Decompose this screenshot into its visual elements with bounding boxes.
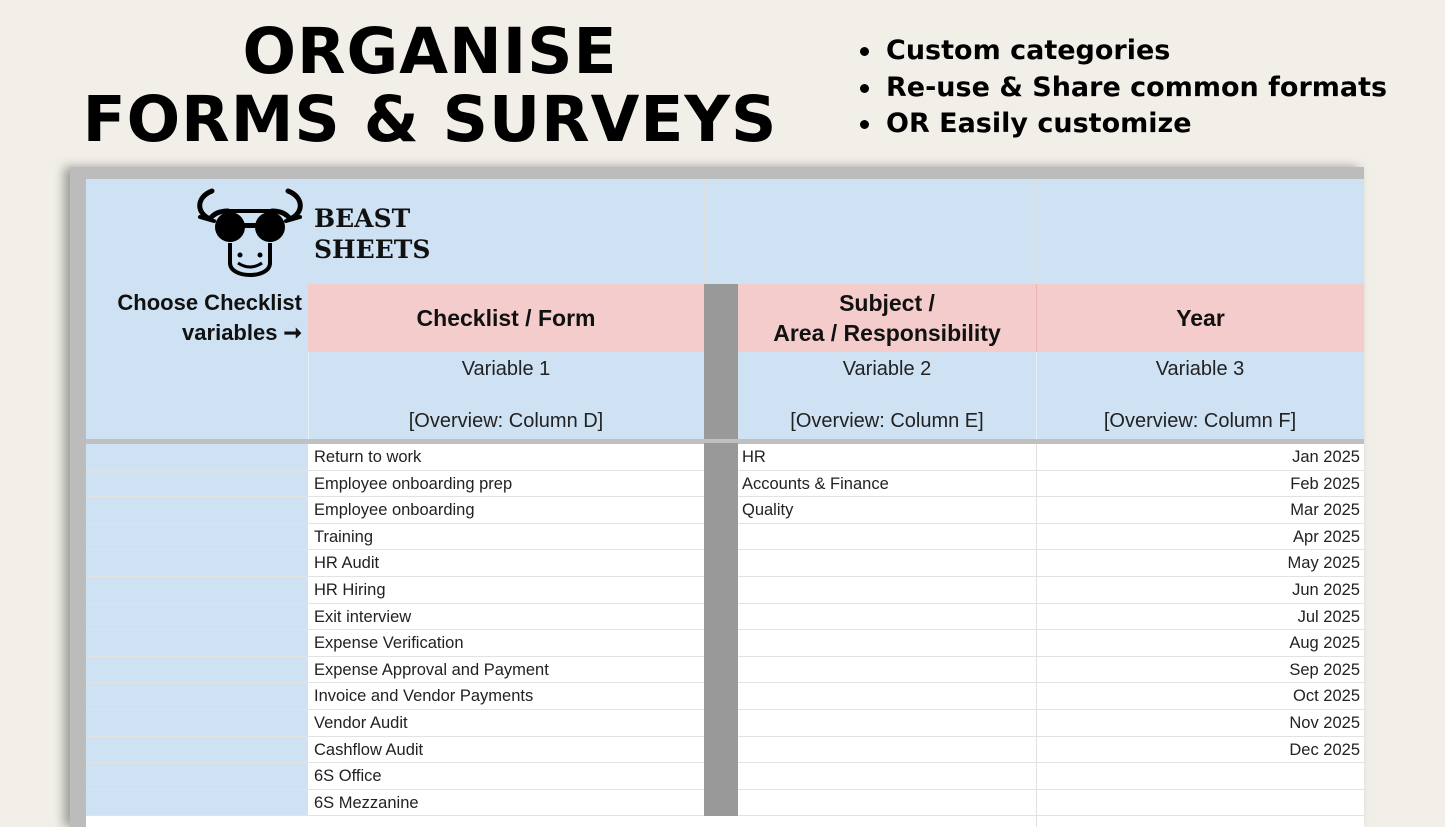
- subject-cell[interactable]: Quality: [742, 501, 794, 520]
- variable-2-cell[interactable]: [738, 352, 1036, 439]
- brand-line-1: BEAST: [314, 204, 411, 233]
- header-subject-area[interactable]: [738, 284, 1036, 352]
- checklist-form-cell[interactable]: Employee onboarding: [314, 501, 475, 520]
- table-row: [86, 683, 1364, 710]
- gray-spacer-column: [704, 523, 738, 551]
- table-row: [86, 790, 1364, 817]
- variable-3-ref: [Overview: Column F]: [1103, 410, 1297, 432]
- table-row: [86, 577, 1364, 604]
- table-row: [86, 524, 1364, 551]
- table-row: [86, 737, 1364, 764]
- table-row: [86, 763, 1364, 790]
- row-label-cell[interactable]: [86, 444, 308, 470]
- table-row: [86, 657, 1364, 684]
- gray-spacer-column: [704, 576, 738, 604]
- table-row: [86, 710, 1364, 737]
- year-cell[interactable]: May 2025: [1287, 554, 1360, 573]
- gray-spacer-column: [704, 789, 738, 817]
- feature-item: Re-use & Share common formats: [858, 70, 1387, 107]
- row-label-cell[interactable]: [86, 763, 308, 789]
- grid-line: [1036, 179, 1037, 284]
- variable-2-name: Variable 2: [842, 358, 932, 380]
- year-cell[interactable]: Apr 2025: [1293, 527, 1360, 546]
- variables-row: [86, 352, 1364, 439]
- year-cell[interactable]: Mar 2025: [1290, 501, 1360, 520]
- row-label-cell[interactable]: [86, 604, 308, 630]
- gray-spacer-column: [704, 762, 738, 790]
- gray-spacer-column: [704, 352, 738, 439]
- data-rows: [86, 444, 1364, 816]
- gray-spacer-column: [704, 496, 738, 524]
- checklist-form-cell[interactable]: Vendor Audit: [314, 713, 408, 732]
- row-label-cell[interactable]: [86, 550, 308, 576]
- choose-variables-label: [86, 284, 308, 352]
- grid-line: [737, 179, 738, 284]
- variable-1-cell[interactable]: [308, 352, 704, 439]
- choose-label-line-2: variables ➞: [182, 320, 302, 345]
- table-row: [86, 630, 1364, 657]
- header-year-label: Year: [1176, 305, 1225, 331]
- checklist-form-cell[interactable]: Invoice and Vendor Payments: [314, 687, 534, 706]
- checklist-form-cell[interactable]: HR Audit: [314, 554, 380, 573]
- year-cell[interactable]: Nov 2025: [1289, 713, 1360, 732]
- year-cell[interactable]: Feb 2025: [1290, 474, 1360, 493]
- row-label-cell[interactable]: [86, 497, 308, 523]
- gray-spacer-column: [704, 709, 738, 737]
- choose-label-line-1: Choose Checklist: [117, 290, 302, 315]
- checklist-form-cell[interactable]: Exit interview: [314, 607, 412, 626]
- grid-line: [308, 352, 309, 439]
- gray-spacer-column: [704, 629, 738, 657]
- feature-item: Custom categories: [858, 33, 1387, 70]
- gray-spacer-column: [704, 736, 738, 764]
- variable-1-name: Variable 1: [461, 358, 551, 380]
- spreadsheet-grid: [86, 179, 1364, 827]
- header-row: [86, 284, 1364, 352]
- gray-spacer-column: [704, 443, 738, 471]
- year-cell[interactable]: Dec 2025: [1289, 740, 1360, 759]
- year-cell[interactable]: Jul 2025: [1297, 607, 1360, 626]
- header-subject-line-2: Area / Responsibility: [773, 320, 1001, 346]
- checklist-form-cell[interactable]: 6S Office: [314, 767, 382, 786]
- gray-spacer-column: [704, 284, 738, 352]
- brand-row: [86, 179, 1364, 284]
- row-label-cell[interactable]: [86, 630, 308, 656]
- row-label-cell[interactable]: [86, 471, 308, 497]
- gray-spacer-column: [704, 656, 738, 684]
- header-subject-line-1: Subject /: [839, 290, 935, 316]
- hero-title: [80, 15, 780, 156]
- row-label-cell[interactable]: [86, 710, 308, 736]
- hero-title-line-1: ORGANISE: [242, 15, 618, 88]
- feature-item: OR Easily customize: [858, 106, 1387, 143]
- year-cell[interactable]: Jun 2025: [1292, 580, 1360, 599]
- table-row: [86, 497, 1364, 524]
- year-cell[interactable]: Sep 2025: [1289, 660, 1360, 679]
- checklist-form-cell[interactable]: Employee onboarding prep: [314, 474, 513, 493]
- gray-spacer-column: [704, 603, 738, 631]
- checklist-form-cell[interactable]: Expense Approval and Payment: [314, 660, 549, 679]
- header-checklist-form[interactable]: [308, 284, 704, 352]
- row-label-cell[interactable]: [86, 657, 308, 683]
- table-row: [86, 550, 1364, 577]
- gray-spacer-column: [704, 682, 738, 710]
- checklist-form-cell[interactable]: Return to work: [314, 448, 422, 466]
- year-cell[interactable]: Aug 2025: [1289, 634, 1360, 653]
- row-label-cell[interactable]: [86, 524, 308, 550]
- brand-name: [314, 203, 430, 265]
- row-label-cell[interactable]: [86, 683, 308, 709]
- grid-line: [1036, 444, 1037, 827]
- table-row: [86, 471, 1364, 498]
- subject-cell[interactable]: HR: [742, 448, 766, 466]
- variable-1-ref: [Overview: Column D]: [408, 410, 604, 432]
- row-label-cell[interactable]: [86, 737, 308, 763]
- year-cell[interactable]: Oct 2025: [1293, 687, 1360, 706]
- row-label-cell[interactable]: [86, 790, 308, 816]
- table-row: [86, 604, 1364, 631]
- checklist-form-cell[interactable]: Training: [314, 527, 373, 546]
- checklist-form-cell[interactable]: Expense Verification: [314, 634, 464, 653]
- header-checklist-form-label: Checklist / Form: [416, 305, 596, 331]
- variable-3-cell[interactable]: [1036, 352, 1364, 439]
- checklist-form-cell[interactable]: 6S Mezzanine: [314, 793, 419, 812]
- checklist-form-cell[interactable]: HR Hiring: [314, 580, 386, 599]
- row-label-cell[interactable]: [86, 577, 308, 603]
- hero-title-line-2: FORMS & SURVEYS: [82, 83, 778, 156]
- brand-line-2: SHEETS: [314, 235, 431, 264]
- spreadsheet-frame: [70, 167, 1364, 827]
- gray-spacer-column: [704, 549, 738, 577]
- feature-list: [858, 33, 1387, 143]
- header-year[interactable]: [1036, 284, 1364, 352]
- checklist-form-cell[interactable]: Cashflow Audit: [314, 740, 424, 759]
- variable-2-ref: [Overview: Column E]: [790, 410, 984, 432]
- variable-3-name: Variable 3: [1155, 358, 1245, 380]
- table-row: [86, 444, 1364, 471]
- grid-line: [704, 179, 705, 284]
- year-cell[interactable]: Jan 2025: [1292, 448, 1360, 466]
- grid-line: [1036, 352, 1037, 439]
- gray-spacer-column: [704, 470, 738, 498]
- bull-with-sunglasses-icon: [194, 183, 306, 283]
- subject-cell[interactable]: Accounts & Finance: [742, 474, 889, 493]
